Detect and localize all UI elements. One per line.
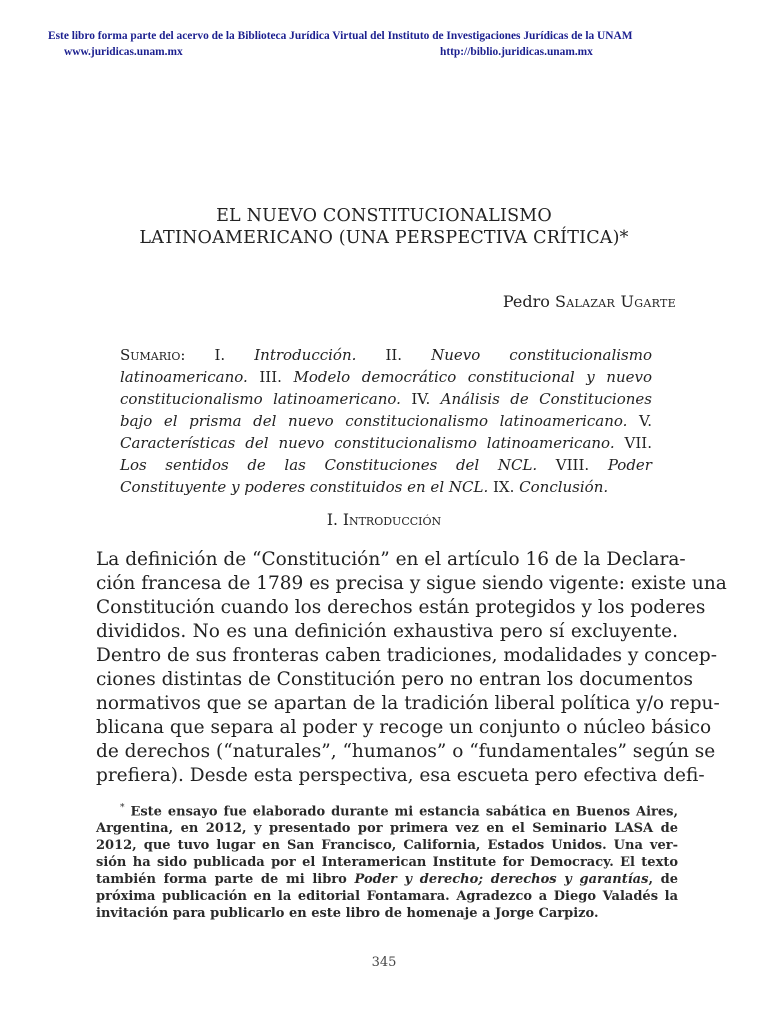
summary-item: IX. Conclusión. — [493, 478, 609, 496]
section-heading — [0, 511, 768, 529]
body-line: de derechos (“naturales”, “humanos” o “fundamentales” según se — [96, 741, 716, 762]
footnote-marker: * — [120, 803, 125, 813]
footnote-book-title: Poder y derecho; derechos y garantías — [354, 872, 649, 888]
summary — [120, 344, 652, 498]
section-number: I. — [326, 511, 338, 529]
footnote-line: Argentina, en 2012, y presentado por primera vez en el Seminario LASA de — [96, 821, 678, 837]
summary-item: IV. Análisis de Constituciones bajo el prisma del nuevo constitucionalismo latinoamericano. — [120, 390, 652, 430]
body-line: blicana que separa al poder y recoge un conjunto o núcleo básico — [96, 717, 712, 738]
body-line: divididos. No es una definición exhaustiva pero sí excluyente. — [96, 621, 678, 642]
summary-item: V. Características del nuevo constitucionalismo latinoamericano. — [120, 412, 652, 452]
author-first-name: Pedro — [502, 292, 550, 311]
body-line: Dentro de sus fronteras caben tradiciones, modalidades y concep- — [96, 645, 717, 666]
summary-item: III. Modelo democrático constitucional y nuevo constitucionalismo latinoamericano. — [120, 368, 652, 408]
body-line: normativos que se apartan de la tradición liberal política y/o repu- — [96, 693, 720, 714]
body-line: ción francesa de 1789 es precisa y sigue siendo vigente: existe una — [96, 573, 727, 594]
summary-item: VIII. Poder Constituyente y poderes constituidos en el NCL. — [120, 456, 652, 496]
author-last-name: Salazar Ugarte — [555, 292, 676, 311]
author-name — [503, 292, 676, 311]
footnote-line: invitación para publicarlo en este libro de homenaje a Jorge Carpizo. — [96, 906, 599, 922]
summary-label: Sumario: — [120, 346, 186, 364]
body-paragraph — [96, 548, 727, 788]
footnote-line: sión ha sido publicada por el Interamerican Institute for Democracy. El texto — [96, 855, 678, 871]
body-line: Constitución cuando los derechos están protegidos y los poderes — [96, 597, 706, 618]
summary-item: II. Nuevo constitucionalismo latinoamericano. — [120, 346, 652, 386]
title-line-2: LATINOAMERICANO (UNA PERSPECTIVA CRÍTICA)* — [139, 228, 629, 248]
body-line: La definición de “Constitución” en el artículo 16 de la Declara- — [96, 549, 686, 570]
biblio-link[interactable]: http://biblio.juridicas.unam.mx — [440, 46, 593, 58]
body-line: ciones distintas de Constitución pero no entran los documentos — [96, 669, 694, 690]
footnote-line: próxima publicación en la editorial Fontamara. Agradezco a Diego Valadés la — [96, 889, 678, 905]
juridicas-link[interactable]: www.juridicas.unam.mx — [64, 46, 183, 58]
footnote-line: * Este ensayo fue elaborado durante mi estancia sabática en Buenos Aires, — [120, 803, 679, 820]
footnote-line: también forma parte de mi libro Poder y derecho; derechos y garantías, de — [96, 872, 679, 888]
summary-item: VII. Los sentidos de las Constituciones del NCL. — [120, 434, 652, 474]
section-title: Introducción — [342, 511, 442, 529]
footnote-line: 2012, que tuvo lugar en San Francisco, California, Estados Unidos. Una ver- — [96, 838, 678, 854]
repository-notice: Este libro forma parte del acervo de la Biblioteca Jurídica Virtual del Instituto de Investigaciones Jurídicas de la UNAM — [48, 30, 633, 42]
title-line-1: EL NUEVO CONSTITUCIONALISMO — [216, 206, 552, 226]
page-number: 345 — [371, 955, 397, 970]
article-title — [100, 205, 668, 249]
footnote — [96, 800, 678, 922]
body-line: prefiera). Desde esta perspectiva, esa escueta pero efectiva defi- — [96, 765, 705, 786]
summary-item: I. Introducción. — [214, 346, 357, 364]
